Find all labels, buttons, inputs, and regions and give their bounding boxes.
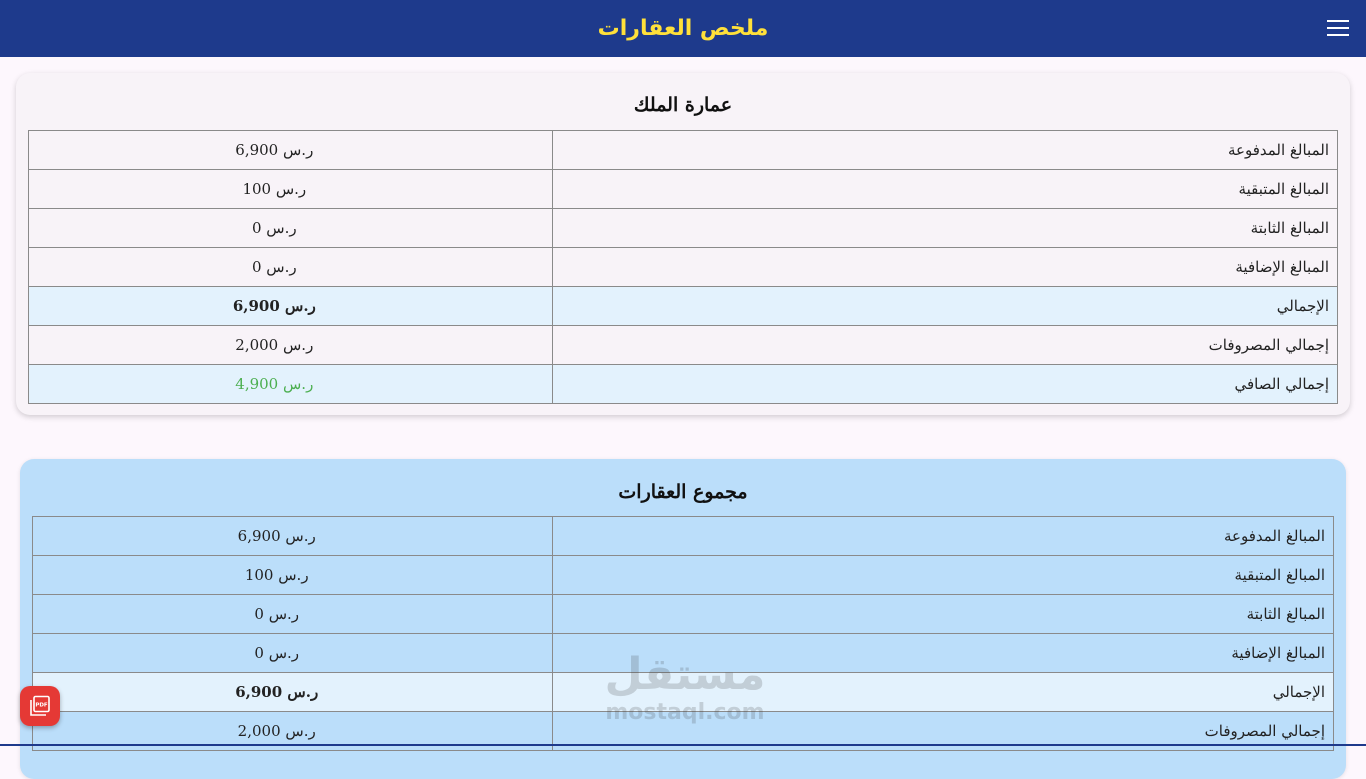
extra-label: المبالغ الإضافية <box>552 248 1337 287</box>
extra-value: 0 ر.س <box>29 248 553 287</box>
net-value: 4,900 ر.س <box>29 365 553 404</box>
paid-label: المبالغ المدفوعة <box>552 131 1337 170</box>
table-row <box>29 365 1338 404</box>
table-row <box>33 517 1334 556</box>
remaining-label: المبالغ المتبقية <box>552 170 1337 209</box>
expenses-value: 2,000 ر.س <box>33 712 553 751</box>
paid-value: 6,900 ر.س <box>29 131 553 170</box>
page-title: ملخص العقارات <box>597 16 769 41</box>
expenses-value: 2,000 ر.س <box>29 326 553 365</box>
export-pdf-button[interactable] <box>20 686 60 726</box>
property-summary-card <box>16 73 1350 415</box>
remaining-value: 100 ر.س <box>29 170 553 209</box>
expenses-label: إجمالي المصروفات <box>552 326 1337 365</box>
fixed-label: المبالغ الثابتة <box>552 209 1337 248</box>
table-row <box>29 131 1338 170</box>
all-properties-title: مجموع العقارات <box>618 481 748 503</box>
property-summary-table <box>28 130 1338 404</box>
app-bar <box>0 0 1366 57</box>
table-row <box>33 595 1334 634</box>
table-row <box>33 556 1334 595</box>
table-row <box>29 287 1338 326</box>
fixed-label: المبالغ الثابتة <box>553 595 1334 634</box>
table-row <box>29 209 1338 248</box>
pdf-icon <box>29 695 51 717</box>
fixed-value: 0 ر.س <box>29 209 553 248</box>
all-properties-card <box>20 459 1346 779</box>
table-row <box>33 634 1334 673</box>
all-properties-table <box>32 516 1334 751</box>
total-value: 6,900 ر.س <box>33 673 553 712</box>
remaining-label: المبالغ المتبقية <box>553 556 1334 595</box>
net-label: إجمالي الصافي <box>552 365 1337 404</box>
extra-label: المبالغ الإضافية <box>553 634 1334 673</box>
paid-value: 6,900 ر.س <box>33 517 553 556</box>
table-row <box>29 326 1338 365</box>
extra-value: 0 ر.س <box>33 634 553 673</box>
table-row <box>29 170 1338 209</box>
fixed-value: 0 ر.س <box>33 595 553 634</box>
total-value: 6,900 ر.س <box>29 287 553 326</box>
paid-label: المبالغ المدفوعة <box>553 517 1334 556</box>
expenses-label: إجمالي المصروفات <box>553 712 1334 751</box>
table-row <box>33 673 1334 712</box>
remaining-value: 100 ر.س <box>33 556 553 595</box>
total-label: الإجمالي <box>553 673 1334 712</box>
property-title: عمارة الملك <box>633 94 733 116</box>
total-label: الإجمالي <box>552 287 1337 326</box>
table-row <box>29 248 1338 287</box>
pdf-icon-label: PDF <box>35 702 48 709</box>
menu-icon[interactable] <box>1327 20 1349 36</box>
